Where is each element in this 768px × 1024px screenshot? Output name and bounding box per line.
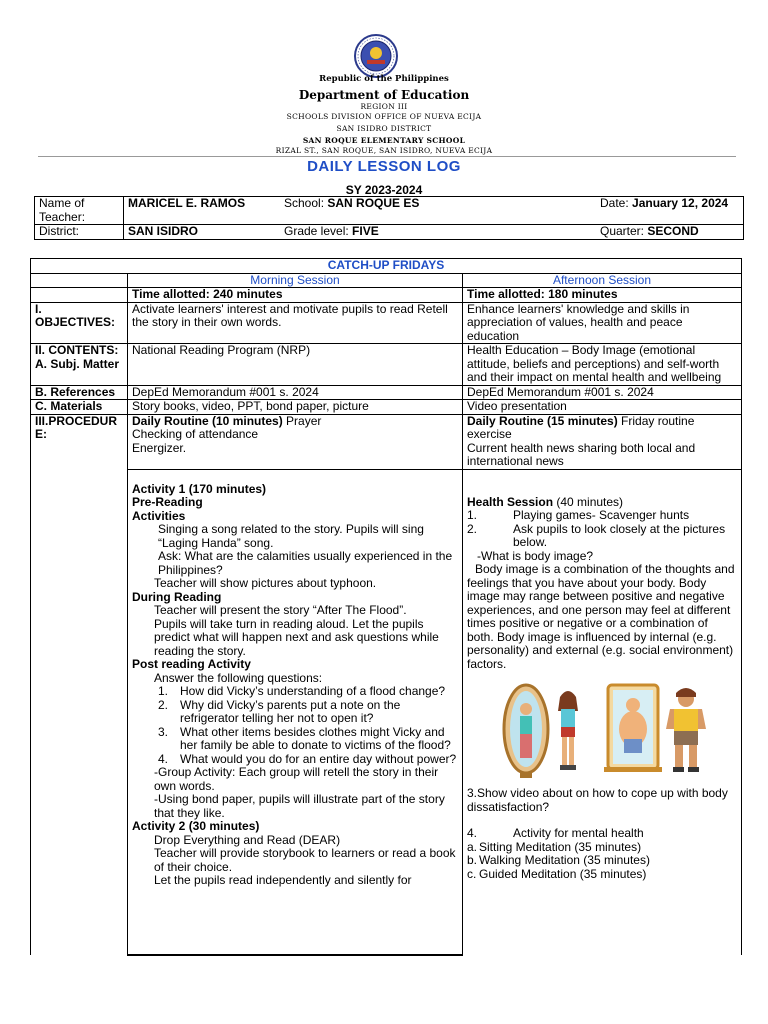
quarter-label: Quarter: <box>600 224 648 238</box>
bodyimage-text: Body image is a combination of the thoughts and feelings that you have about your body. Body image may range between positive and negative experiences, and one person may feel at different times positive or negative or a combination of both. Body image is influenced by internal (e.g. personality) and external (e.g. social environment) factors. <box>467 562 735 671</box>
storybook-text: Teacher will provide storybook to learners or read a book of their choice. <box>154 846 456 874</box>
region-line: REGION III <box>360 102 408 111</box>
afternoon-header: Afternoon Session <box>463 273 742 288</box>
morning-header: Morning Session <box>128 273 463 288</box>
health-duration: (40 minutes) <box>553 494 624 509</box>
objectives-am: Activate learners' interest and motivate pupils to read Retell the story in their own words. <box>128 302 463 344</box>
procedure-label: III.PROCEDURE: <box>31 414 128 955</box>
contents-label: II. CONTENTS: A. Subj. Matter <box>31 344 128 386</box>
routine-pm-title: Daily Routine (15 minutes) <box>467 413 618 428</box>
answer-text: Answer the following questions: <box>154 670 323 685</box>
bond-text: -Using bond paper, pupils will illustrate part of the story that they like. <box>154 792 445 820</box>
quarter-value: SECOND <box>647 224 699 238</box>
activity2-title: Activity 2 (30 minutes) <box>132 819 260 833</box>
routine-pm-friday: Friday routine <box>617 413 695 428</box>
list-item: 1. Playing games- Scavenger hunts <box>467 508 690 522</box>
body-image-mirror-illustration <box>467 679 737 779</box>
lesson-table <box>30 258 742 956</box>
teacher-info-table <box>34 196 744 240</box>
header-divider <box>38 156 736 157</box>
district-label: District: <box>35 225 124 240</box>
name-value: MARICEL E. RAMOS <box>128 196 246 210</box>
list-item: 1. How did Vicky’s understanding of a flood change? <box>158 684 446 698</box>
school-label: School: <box>284 196 328 210</box>
references-am: DepEd Memorandum #001 s. 2024 <box>128 385 463 400</box>
routine-am-prayer: Prayer <box>282 413 322 428</box>
whatis-text: -What is body image? <box>477 548 594 563</box>
name-label: Name of Teacher: <box>35 197 124 225</box>
district-line: SAN ISIDRO DISTRICT <box>336 124 432 133</box>
time-am: Time allotted: 240 minutes <box>132 287 283 301</box>
school-line: SAN ROQUE ELEMENTARY SCHOOL <box>302 136 466 145</box>
post-title: Post reading Activity <box>132 657 251 671</box>
district-value: SAN ISIDRO <box>128 224 199 238</box>
date-value: January 12, 2024 <box>632 196 729 210</box>
objectives-label: I. OBJECTIVES: <box>31 302 128 344</box>
list-item: c. Guided Meditation (35 minutes) <box>467 866 647 881</box>
date-label: Date: <box>600 196 633 210</box>
grade-label: Grade level: <box>284 224 353 238</box>
video-text: 3.Show video about on how to cope up with body dissatisfaction? <box>467 786 728 814</box>
school-year: SY 2023-2024 <box>345 183 423 197</box>
routine-am-energizer: Energizer. <box>132 440 187 455</box>
activity1-title: Activity 1 (170 minutes) <box>132 481 267 496</box>
sing-text: Singing a song related to the story. Pupils will sing “Laging Handa” song. <box>158 522 424 550</box>
contents-am: National Reading Program (NRP) <box>128 344 463 386</box>
dear-text: Drop Everything and Read (DEAR) <box>154 832 341 847</box>
school-value: SAN ROQUE ES <box>327 196 420 210</box>
activities-title: Activities <box>132 508 186 523</box>
routine-pm-news: Current health news sharing both local and international news <box>467 440 696 468</box>
references-pm: DepEd Memorandum #001 s. 2024 <box>463 385 742 400</box>
list-item: 2. Why did Vicky’s parents put a note on the refrigerator telling her not to open it? <box>158 697 401 725</box>
during-title: During Reading <box>132 589 222 604</box>
republic-line: Republic of the Philippines <box>319 74 449 84</box>
question-list <box>132 685 458 766</box>
catch-up-banner: CATCH-UP FRIDAYS <box>31 259 742 274</box>
materials-label: C. Materials <box>31 400 128 415</box>
deped-seal-icon <box>354 34 398 78</box>
time-pm: Time allotted: 180 minutes <box>467 287 618 301</box>
page-title: DAILY LESSON LOG <box>307 158 461 175</box>
turns-text: Pupils will take turn in reading aloud. Let the pupils predict what will happen next and ask questions while reading the story. <box>154 616 439 658</box>
list-item: 4. What would you do for an entire day without power? <box>158 751 457 766</box>
ask-text: Ask: What are the calamities usually experienced in the Philippines? <box>158 549 453 577</box>
materials-pm: Video presentation <box>463 400 742 415</box>
objectives-pm: Enhance learners' knowledge and skills in appreciation of values, health and peace education <box>463 302 742 344</box>
letread-text: Let the pupils read independently and silently for <box>154 873 412 887</box>
materials-am: Story books, video, PPT, bond paper, picture <box>128 400 463 415</box>
division-line: SCHOOLS DIVISION OFFICE OF NUEVA ECIJA <box>286 112 482 121</box>
list-item: 4. Activity for mental health <box>467 826 644 840</box>
list-item: 3. What other items besides clothes might Vicky and her family be able to donate to victims of the flood? <box>158 724 451 752</box>
list-item: b. Walking Meditation (35 minutes) <box>467 853 650 867</box>
routine-pm-exercise: exercise <box>467 427 512 441</box>
routine-am-title: Daily Routine (10 minutes) <box>132 413 283 428</box>
references-label: B. References <box>31 385 128 400</box>
group-text: -Group Activity: Each group will retell the story in their own words. <box>154 765 439 793</box>
typhoon-text: Teacher will show pictures about typhoon. <box>154 576 377 590</box>
list-item: a. Sitting Meditation (35 minutes) <box>467 839 642 854</box>
routine-am-attendance: Checking of attendance <box>132 427 259 441</box>
present-text: Teacher will present the story “After The Flood”. <box>154 603 407 617</box>
address-line: RIZAL ST., SAN ROQUE, SAN ISIDRO, NUEVA ECIJA <box>275 146 493 155</box>
department-line: Department of Education <box>298 88 470 102</box>
grade-value: FIVE <box>352 224 379 238</box>
list-item: 2. Ask pupils to look closely at the pictures below. <box>467 521 726 549</box>
health-title: Health Session <box>467 494 554 509</box>
contents-pm: Health Education – Body Image (emotional attitude, beliefs and perceptions) and self-worth and their impact on mental health and wellbeing <box>463 344 742 386</box>
prereading-title: Pre-Reading <box>132 495 203 509</box>
